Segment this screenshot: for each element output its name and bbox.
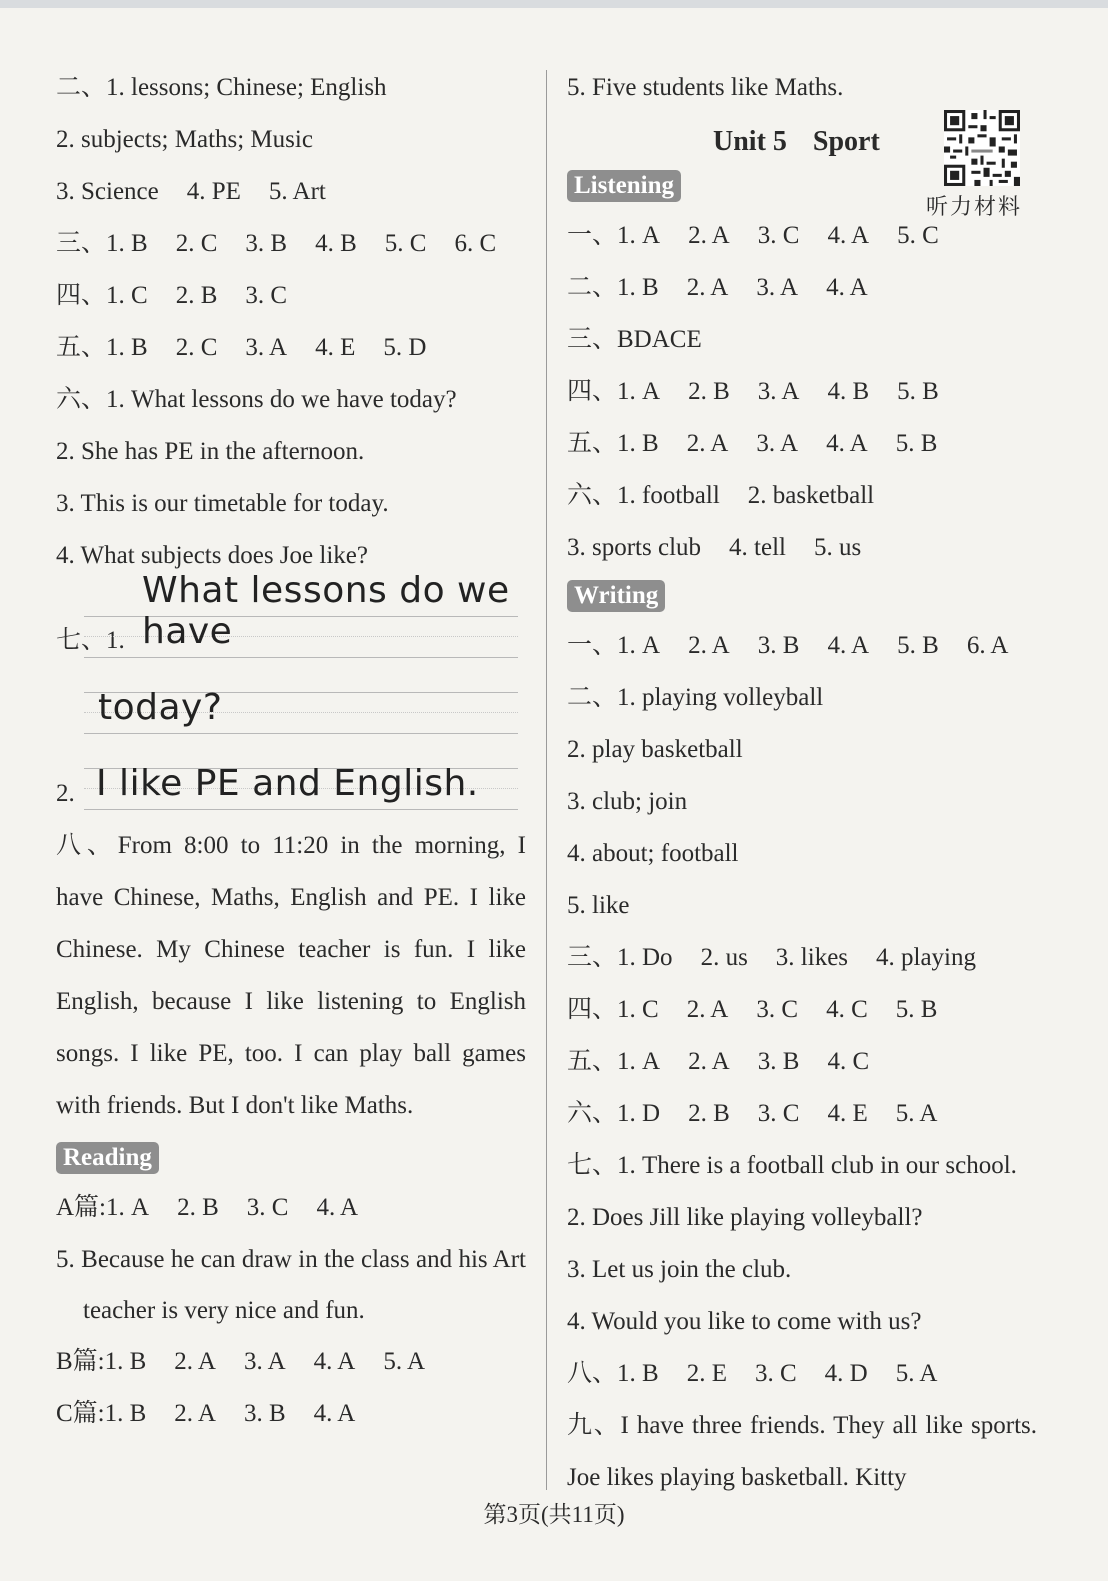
handwriting-row-3 bbox=[56, 734, 526, 810]
answer-line: 五、1. A 2. A 3. B 4. C bbox=[567, 1048, 870, 1075]
answer-paragraph: 5. Because he can draw in the class and his Art teacher is very nice and fun. bbox=[56, 1246, 526, 1324]
handwritten-answer: What lessons do we have bbox=[142, 570, 510, 652]
essay-paragraph: 九、I have three friends. They all like sports. Joe likes playing basketball. Kitty bbox=[567, 1412, 1037, 1491]
answer-line: 六、1. What lessons do we have today? bbox=[56, 386, 457, 413]
question-number: 2. bbox=[56, 780, 75, 807]
page-footer: 第3页(共11页) bbox=[483, 1502, 625, 1527]
answer-line: 4. about; football bbox=[567, 840, 739, 867]
answer-line: 二、1. B 2. A 3. A 4. A bbox=[567, 274, 868, 301]
answer-line: 六、1. football 2. basketball bbox=[567, 482, 875, 509]
answer-line: C篇:1. B 2. A 3. B 4. A bbox=[56, 1400, 356, 1427]
answer-line: 3. This is our timetable for today. bbox=[56, 490, 389, 517]
qr-caption: 听力材料 bbox=[926, 195, 1023, 220]
answer-line: 二、1. lessons; Chinese; English bbox=[56, 74, 387, 101]
answer-line: A篇:1. A 2. B 3. C 4. A bbox=[56, 1194, 359, 1221]
unit-label: Unit 5 bbox=[713, 126, 787, 157]
answer-line: B篇:1. B 2. A 3. A 4. A 5. A bbox=[56, 1348, 426, 1375]
unit-name: Sport bbox=[812, 126, 880, 157]
answer-line: 3. club; join bbox=[567, 788, 688, 815]
handwritten-answer: I like PE and English. bbox=[96, 763, 479, 804]
answer-line: 四、1. A 2. B 3. A 4. B 5. B bbox=[567, 378, 939, 405]
answer-line: 八、1. B 2. E 3. C 4. D 5. A bbox=[567, 1360, 938, 1387]
answer-line: 一、1. A 2. A 3. B 4. A 5. B 6. A bbox=[567, 632, 1009, 659]
answer-line: 4. What subjects does Joe like? bbox=[56, 542, 368, 569]
handwriting-row-1 bbox=[56, 570, 526, 658]
answer-line: 5. like bbox=[567, 892, 630, 919]
answer-line: 三、1. Do 2. us 3. likes 4. playing bbox=[567, 944, 977, 971]
answer-line: 五、1. B 2. C 3. A 4. E 5. D bbox=[56, 334, 427, 361]
answer-line: 4. Would you like to come with us? bbox=[567, 1308, 922, 1335]
answer-line: 3. Let us join the club. bbox=[567, 1256, 792, 1283]
answer-line: 三、BDACE bbox=[567, 326, 702, 353]
answer-line: 2. Does Jill like playing volleyball? bbox=[567, 1204, 923, 1231]
answer-line: 2. She has PE in the afternoon. bbox=[56, 438, 365, 465]
question-number: 七、1. bbox=[56, 627, 125, 654]
answer-line: 五、1. B 2. A 3. A 4. A 5. B bbox=[567, 430, 938, 457]
answer-line: 3. Science 4. PE 5. Art bbox=[56, 178, 326, 205]
handwritten-answer: today? bbox=[98, 687, 223, 728]
answer-line: 七、1. There is a football club in our school. bbox=[567, 1152, 1017, 1179]
handwriting-row-2 bbox=[56, 658, 526, 734]
page-top-edge bbox=[0, 0, 1108, 8]
left-column bbox=[56, 62, 526, 1440]
answer-line: 一、1. A 2. A 3. C 4. A 5. C bbox=[567, 222, 939, 249]
listening-section-badge: Listening bbox=[567, 170, 681, 202]
essay-paragraph: 八、From 8:00 to 11:20 in the morning, I have Chinese, Maths, English and PE. I like Chinese. My Chinese teacher is fun. I like English, because I like listening to English songs. I like PE, too. I can play ball games with friends. But I don't like Maths. bbox=[56, 832, 526, 1119]
answer-line: 四、1. C 2. B 3. C bbox=[56, 282, 288, 309]
answer-line: 三、1. B 2. C 3. B 4. B 5. C 6. C bbox=[56, 230, 497, 257]
answer-line: 2. play basketball bbox=[567, 736, 743, 763]
answer-line: 5. Five students like Maths. bbox=[567, 74, 844, 101]
answer-line: 四、1. C 2. A 3. C 4. C 5. B bbox=[567, 996, 938, 1023]
qr-code-icon[interactable] bbox=[944, 110, 1020, 186]
answer-line: 2. subjects; Maths; Music bbox=[56, 126, 313, 153]
writing-section-badge: Writing bbox=[567, 580, 665, 612]
answer-line: 二、1. playing volleyball bbox=[567, 684, 824, 711]
answer-line: 3. sports club 4. tell 5. us bbox=[567, 534, 862, 561]
answer-line: 六、1. D 2. B 3. C 4. E 5. A bbox=[567, 1100, 938, 1127]
column-divider bbox=[546, 70, 547, 1490]
right-column bbox=[567, 62, 1037, 1504]
reading-section-badge: Reading bbox=[56, 1142, 159, 1174]
